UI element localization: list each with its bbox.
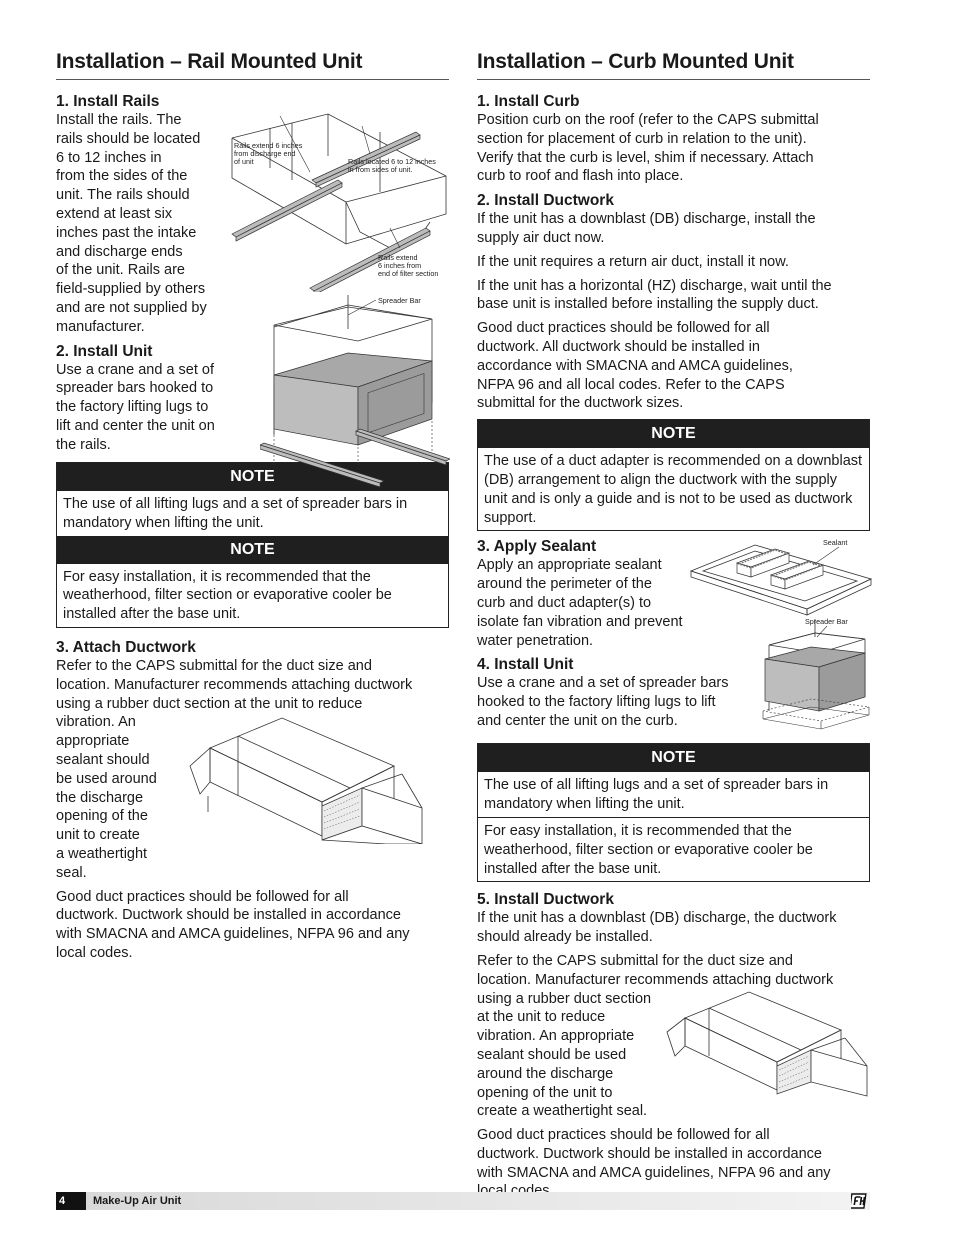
note-body: The use of a duct adapter is recommended on a downblast (DB) arrangement to align the ductwork with the supply unit and is only a guide and is not to be used as ductwork support. xyxy=(484,453,863,526)
note-body: For easy installation, it is recommended that the weatherhood, filter section or evaporative cooler be installed after the base unit. xyxy=(63,568,392,623)
note-body: The use of all lifting lugs and a set of spreader bars in mandatory when lifting the unit. xyxy=(63,496,408,531)
ductwork-horizontal-text: If the unit has a horizontal (HZ) discharge, wait until the base unit is installed before installing the supply duct. xyxy=(477,277,832,313)
attach-ductwork-practices: Good duct practices should be followed for all ductwork. Ductwork should be installed in accordance with SMACNA and AMCA guidelines, NFPA 96 and any local codes. xyxy=(56,888,410,961)
page-number: 4 xyxy=(56,1192,86,1210)
label-spreader-bar-curb: Spreader Bar xyxy=(805,617,848,627)
label-spreader-bar: Spreader Bar xyxy=(378,296,421,305)
callout-rails-sides-1: Rails located 6 to 12 inches xyxy=(348,157,436,166)
heading-install-unit-curb: 4. Install Unit xyxy=(477,656,574,674)
section-title-rail: Installation – Rail Mounted Unit xyxy=(56,50,449,80)
note-lifting-lugs-curb xyxy=(477,743,870,882)
sealant-unit-block xyxy=(477,537,870,733)
right-column xyxy=(477,50,870,1201)
brand-logo-icon xyxy=(851,1193,867,1209)
callout-rails-sides-2: in from sides of unit. xyxy=(348,165,413,174)
note-header: NOTE xyxy=(57,463,448,491)
attach-ductwork-text: Refer to the CAPS submittal for the duct size and location. Manufacturer recommends attaching ductwork using a rubber duct section at the unit to reduce vibration. An appropriate sealant should be used around the discharge opening of the unit to create a weathertight seal. xyxy=(56,657,413,881)
page-footer xyxy=(56,1192,870,1210)
callout-rails-filter-3: end of filter section xyxy=(378,269,439,278)
heading-install-ductwork: 2. Install Ductwork xyxy=(477,192,614,210)
note-body: For easy installation, it is recommended that the weatherhood, filter section or evaporative cooler be installed after the base unit. xyxy=(478,817,869,881)
callout-rails-filter-2: 6 inches from xyxy=(378,261,422,270)
footer-title: Make-Up Air Unit xyxy=(93,1195,182,1207)
note-duct-adapter xyxy=(477,419,870,531)
unit-on-curb-diagram xyxy=(759,615,871,733)
install-unit-curb-text: Use a crane and a set of spreader bars hooked to the factory lifting lugs to lift and center the unit on the curb. xyxy=(477,675,729,729)
ductwork-diagram-right xyxy=(665,990,871,1098)
note-header: NOTE xyxy=(478,744,869,772)
note-header: NOTE xyxy=(57,536,448,564)
install-rails-text: Install the rails. The rails should be located 6 to 12 inches in from the sides of the unit. The rails should extend at least six inches past the intake and discharge ends of the unit. Rails are field-supplied by others and are not supplied by manufacturer. xyxy=(56,112,207,335)
label-sealant: Sealant xyxy=(823,538,848,548)
heading-attach-ductwork: 3. Attach Ductwork xyxy=(56,638,196,656)
attach-ductwork-block xyxy=(56,638,449,963)
apply-sealant-text: Apply an appropriate sealant around the perimeter of the curb and duct adapter(s) to isolate fan vibration and prevent water penetration. xyxy=(477,557,683,649)
ductwork-curb-downblast-text: If the unit has a downblast (DB) discharge, the ductwork should already be installed. xyxy=(477,910,837,946)
unit-on-rails-diagram xyxy=(260,295,450,487)
install-curb-text: Position curb on the roof (refer to the CAPS submittal section for placement of curb in relation to the unit). Verify that the curb is level, shim if necessary. Attach curb to roof and flash into place. xyxy=(477,112,819,185)
ductwork-diagram-left xyxy=(186,716,426,844)
callout-rails-filter-1: Rails extend xyxy=(378,253,418,262)
ductwork-downblast-text: If the unit has a downblast (DB) discharge, install the supply air duct now. xyxy=(477,211,816,246)
heading-install-curb: 1. Install Curb xyxy=(477,93,580,110)
ductwork-curb-practices-text: Good duct practices should be followed for all ductwork. Ductwork should be installed in accordance with SMACNA and AMCA guidelines, NFPA 96 and any xyxy=(477,1127,831,1181)
install-ductwork-curb-block xyxy=(477,890,870,1201)
ductwork-curb-caps-text: Refer to the CAPS submittal for the duct size and location. Manufacturer recommends attaching ductwork using a rubber duct section at the unit to reduce vibration. An appropriate sealant should be used around the discharge opening of the unit to create a weathertight seal. xyxy=(477,952,834,1120)
rails-diagram xyxy=(230,92,452,292)
heading-install-rails: 1. Install Rails xyxy=(56,93,160,110)
rails-block xyxy=(56,92,449,454)
callout-rails-discharge-3: of unit xyxy=(234,157,254,166)
install-unit-text: Use a crane and a set of spreader bars hooked to the factory lifting lugs to lift and center the unit on the rails. xyxy=(56,361,215,453)
heading-install-unit: 2. Install Unit xyxy=(56,342,153,360)
callout-rails-discharge-2: from discharge end xyxy=(234,149,296,158)
note-header: NOTE xyxy=(478,420,869,448)
left-column xyxy=(56,50,449,963)
heading-install-ductwork-curb: 5. Install Ductwork xyxy=(477,891,614,909)
ductwork-return-text: If the unit requires a return air duct, install it now. xyxy=(477,253,789,270)
note-body: The use of all lifting lugs and a set of spreader bars in mandatory when lifting the unit. xyxy=(484,777,829,813)
ductwork-practices-text: Good duct practices should be followed for all ductwork. All ductwork should be installed in accordance with SMACNA and AMCA guidelines, NFPA 96 and all local codes. Refer to the CAPS submittal for the ductwork sizes. xyxy=(477,320,793,412)
section-title-curb: Installation – Curb Mounted Unit xyxy=(477,50,870,80)
heading-apply-sealant: 3. Apply Sealant xyxy=(477,538,597,556)
callout-rails-discharge-1: Rails extend 6 inches xyxy=(234,141,303,150)
